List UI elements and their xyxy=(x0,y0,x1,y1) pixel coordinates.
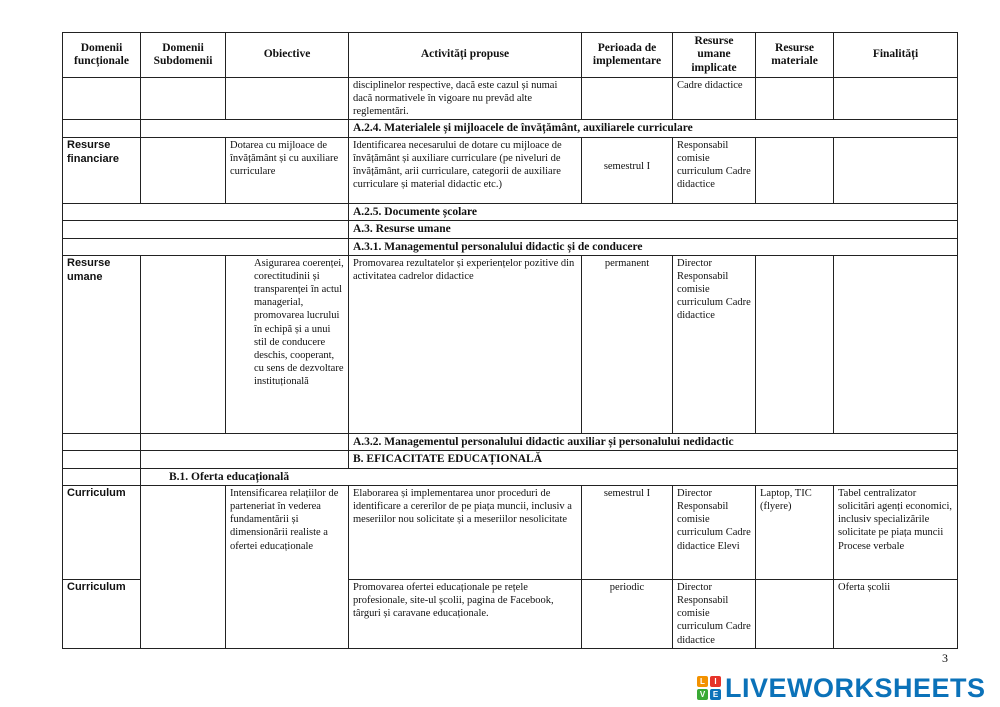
domain-cell: Resurse financiare xyxy=(63,137,141,203)
period-cell: semestrul I xyxy=(582,486,673,580)
section-row xyxy=(63,468,958,485)
header-resurse-umane: Resurse umane implicate xyxy=(673,33,756,78)
section-row xyxy=(63,221,958,238)
activity-cell: Promovarea rezultatelor și experiențelor pozitive din activitatea cadrelor didactice xyxy=(349,255,582,433)
header-resurse-materiale: Resurse materiale xyxy=(756,33,834,78)
brand-name: LIVEWORKSHEETS xyxy=(725,672,986,703)
section-title: B. EFICACITATE EDUCAȚIONALĂ xyxy=(349,451,958,468)
logo-tile-l: L xyxy=(697,676,708,687)
human-resources-cell: Director Responsabil comisie curriculum Cadre didactice Elevi xyxy=(673,486,756,580)
header-obiective: Obiective xyxy=(226,33,349,78)
material-resources-cell: Laptop, TIC (flyere) xyxy=(756,486,834,580)
header-activitati: Activități propuse xyxy=(349,33,582,78)
human-resources-cell: Director Responsabil comisie curriculum Cadre didactice xyxy=(673,255,756,433)
page-number: 3 xyxy=(942,651,948,665)
activity-cell: Elaborarea și implementarea unor proceduri de identificare a cererilor de pe piața muncii, inclusiv a meseriilor nou solicitate și a meseriilor nesolicitate xyxy=(349,486,582,580)
liveworksheets-logo[interactable] xyxy=(697,673,986,703)
table-row xyxy=(63,255,958,433)
domain-cell: Curriculum xyxy=(63,486,141,580)
liveworksheets-icon xyxy=(697,676,721,700)
section-row xyxy=(63,120,958,137)
domain-cell: Resurse umane xyxy=(63,255,141,433)
header-domenii-functionale: Domenii funcționale xyxy=(63,33,141,78)
activity-cell: Identificarea necesarului de dotare cu mijloace de învățământ și auxiliare curriculare (pe niveluri de învățământ, arii curriculare, categorii de auxiliare curriculare și material didactic etc.) xyxy=(349,137,582,203)
header-row xyxy=(63,33,958,78)
period-cell: periodic xyxy=(582,580,673,649)
header-finalitati: Finalități xyxy=(834,33,958,78)
section-row xyxy=(63,451,958,468)
section-title: A.2.4. Materialele și mijloacele de învățământ, auxiliarele curriculare xyxy=(349,120,958,137)
section-title: A.3.2. Managementul personalului didactic auxiliar și personalului nedidactic xyxy=(349,433,958,450)
activity-cell: Promovarea ofertei educaționale pe rețele profesionale, site-ul școlii, pagina de Facebook, târguri și caravane educaționale. xyxy=(349,580,582,649)
section-row xyxy=(63,238,958,255)
header-subdomenii: Domenii Subdomenii xyxy=(141,33,226,78)
section-title: B.1. Oferta educațională xyxy=(141,468,958,485)
logo-tile-v: V xyxy=(697,689,708,700)
objective-cell: Intensificarea relațiilor de parteneriat în vederea fundamentării și dimensionării realiste a ofertei educaționale xyxy=(226,486,349,649)
human-resources-cell: Cadre didactice xyxy=(673,78,756,120)
final-cell: Oferta școlii xyxy=(834,580,958,649)
logo-tile-i: I xyxy=(710,676,721,687)
human-resources-cell: Responsabil comisie curriculum Cadre didactice xyxy=(673,137,756,203)
table-row xyxy=(63,78,958,120)
section-title: A.3. Resurse umane xyxy=(349,221,958,238)
final-cell: Tabel centralizator solicitări agenți economici, inclusiv specializările solicitate pe piața muncii Procese verbale xyxy=(834,486,958,580)
activity-cell: disciplinelor respective, dacă este cazul și numai dacă normativele în vigoare nu prevăd alte reglementări. xyxy=(349,78,582,120)
objective-cell: Dotarea cu mijloace de învățământ și cu auxiliare curriculare xyxy=(226,137,349,203)
logo-tile-e: E xyxy=(710,689,721,700)
domain-cell: Curriculum xyxy=(63,580,141,649)
header-perioada: Perioada de implementare xyxy=(582,33,673,78)
objective-cell: Asigurarea coerenței, corectitudinii și transparenței în actul managerial, promovarea lucrului în echipă și a unui stil de conducere deschis, cooperant, cu sens de dezvoltare instituțională xyxy=(226,255,349,433)
section-row xyxy=(63,203,958,220)
human-resources-cell: Director Responsabil comisie curriculum Cadre didactice xyxy=(673,580,756,649)
period-cell: permanent xyxy=(582,255,673,433)
table-row xyxy=(63,486,958,580)
section-title: A.3.1. Managementul personalului didactic și de conducere xyxy=(349,238,958,255)
table-row xyxy=(63,137,958,203)
section-row xyxy=(63,433,958,450)
section-title: A.2.5. Documente școlare xyxy=(349,203,958,220)
plan-table xyxy=(62,32,958,649)
period-cell: semestrul I xyxy=(582,137,673,203)
